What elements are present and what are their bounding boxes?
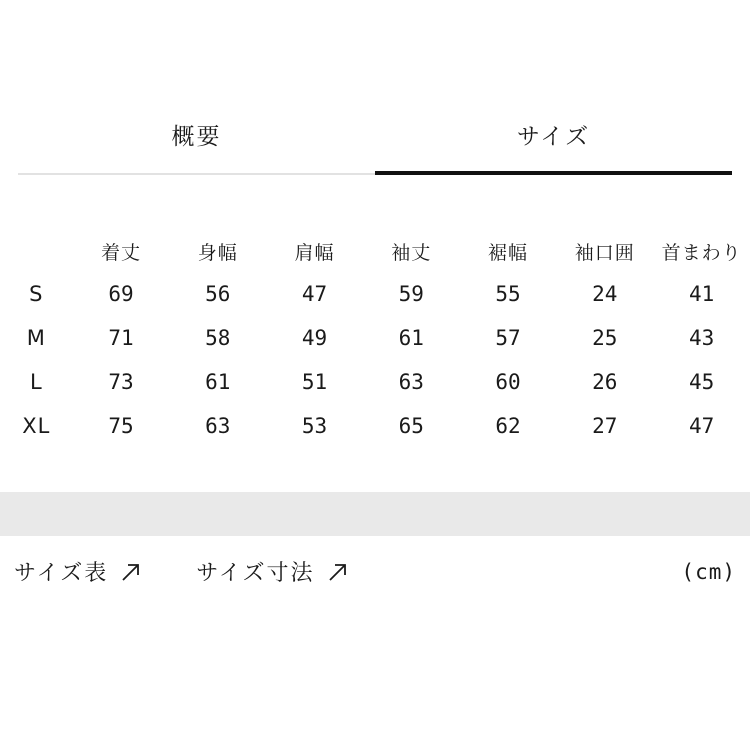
tab-size[interactable]	[375, 118, 732, 175]
cell-length: 69	[108, 282, 134, 306]
cell-hem-width: 62	[495, 414, 521, 438]
measurement-unit-label: (cm)	[681, 559, 736, 584]
cell-neck-circumference: 43	[688, 326, 715, 350]
cell-chest-width: 58	[205, 326, 231, 350]
column-header-neck-circumference: 首まわり	[661, 241, 742, 264]
row-size-label: XL	[22, 414, 51, 438]
cell-cuff-circumference: 25	[592, 326, 618, 350]
size-chart-link-label: サイズ表	[14, 561, 109, 586]
section-divider-band	[0, 492, 750, 536]
cell-shoulder-width: 49	[301, 326, 328, 350]
cell-cuff-circumference: 27	[592, 414, 618, 438]
cell-sleeve-length: 61	[398, 326, 424, 350]
size-measurement-link[interactable]	[196, 556, 348, 587]
row-size-label: M	[26, 326, 46, 350]
size-table	[0, 230, 750, 448]
cell-neck-circumference: 41	[688, 282, 715, 306]
column-header-length: 着丈	[100, 241, 141, 264]
table-row	[0, 272, 750, 316]
column-header-shoulder-width: 肩幅	[294, 241, 335, 264]
arrow-up-right-icon	[327, 561, 349, 583]
cell-chest-width: 56	[205, 282, 231, 306]
row-size-label: L	[29, 370, 43, 394]
cell-length: 71	[108, 326, 134, 350]
table-header-row	[0, 230, 750, 272]
column-header-chest-width: 身幅	[197, 241, 238, 264]
size-table-header	[0, 230, 750, 272]
table-row	[0, 360, 750, 404]
row-size-label: S	[29, 282, 44, 306]
cell-chest-width: 63	[205, 414, 231, 438]
cell-shoulder-width: 53	[301, 414, 328, 438]
cell-length: 73	[108, 370, 134, 394]
arrow-up-right-icon	[120, 561, 142, 583]
table-corner-header	[0, 230, 73, 272]
cell-sleeve-length: 65	[398, 414, 424, 438]
size-chart-link[interactable]	[14, 556, 142, 587]
tab-bar	[18, 118, 732, 175]
tab-size-label: サイズ	[516, 124, 591, 150]
cell-shoulder-width: 47	[301, 282, 328, 306]
table-row	[0, 316, 750, 360]
cell-shoulder-width: 51	[301, 370, 328, 394]
size-table-body	[0, 272, 750, 448]
column-header-sleeve-length: 袖丈	[391, 241, 432, 264]
cell-length: 75	[108, 414, 134, 438]
footer-links	[14, 556, 736, 587]
tab-overview-label: 概要	[171, 124, 222, 150]
cell-cuff-circumference: 26	[592, 370, 618, 394]
cell-chest-width: 61	[205, 370, 231, 394]
cell-hem-width: 60	[495, 370, 521, 394]
cell-cuff-circumference: 24	[592, 282, 618, 306]
size-measurement-link-label: サイズ寸法	[196, 561, 315, 586]
cell-hem-width: 57	[495, 326, 521, 350]
column-header-cuff-circumference: 袖口囲	[574, 241, 635, 264]
cell-sleeve-length: 59	[398, 282, 424, 306]
tab-overview[interactable]	[18, 118, 375, 175]
cell-hem-width: 55	[495, 282, 521, 306]
cell-neck-circumference: 45	[688, 370, 715, 394]
table-row	[0, 404, 750, 448]
cell-sleeve-length: 63	[398, 370, 424, 394]
cell-neck-circumference: 47	[688, 414, 715, 438]
column-header-hem-width: 裾幅	[488, 241, 529, 264]
